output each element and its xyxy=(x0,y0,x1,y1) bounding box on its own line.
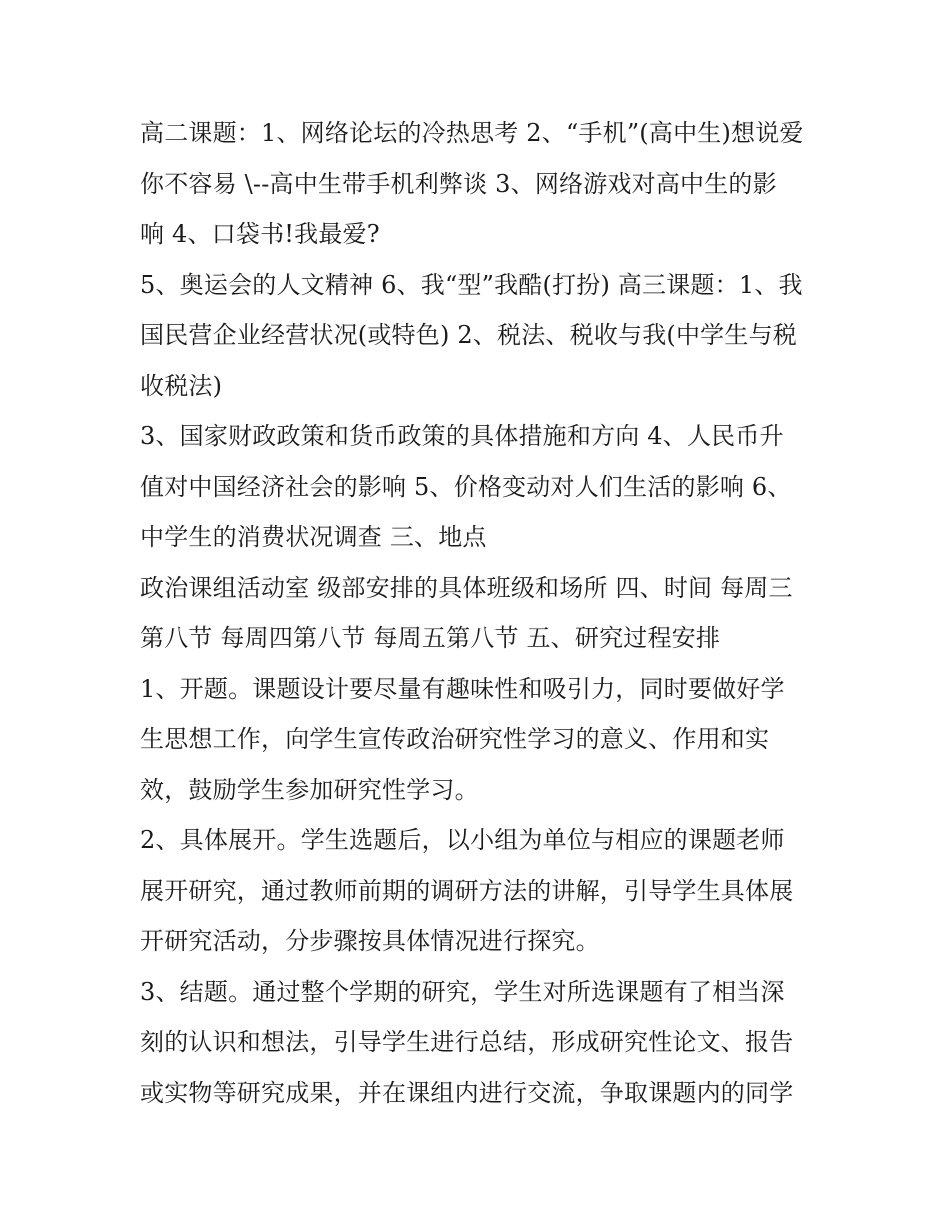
text-line: 中学生的消费状况调查 三、地点 xyxy=(140,523,487,551)
text-line: 开研究活动，分步骤按具体情况进行探究。 xyxy=(140,927,600,955)
text-line: 响 4、口袋书!我最爱? xyxy=(140,220,380,248)
text-line: 政治课组活动室 级部安排的具体班级和场所 四、时间 每周三 xyxy=(140,573,793,602)
text-line: 展开研究，通过教师前期的调研方法的讲解，引导学生具体展 xyxy=(140,876,794,905)
text-line: 收税法) xyxy=(140,371,223,400)
body-text xyxy=(140,108,820,1118)
text-line: 你不容易 \--高中生带手机利弊谈 3、网络游戏对高中生的影 xyxy=(140,169,777,198)
text-line: 第八节 每周四第八节 每周五第八节 五、研究过程安排 xyxy=(140,624,721,652)
text-line: 刻的认识和想法，引导学生进行总结，形成研究性论文、报告 xyxy=(140,1028,794,1056)
text-line: 生思想工作，向学生宣传政治研究性学习的意义、作用和实 xyxy=(140,725,770,753)
text-line: 2、具体展开。学生选题后，以小组为单位与相应的课题老师 xyxy=(140,826,785,854)
text-line: 5、奥运会的人文精神 6、我“型”我酷(打扮) 高三课题：1、我 xyxy=(140,270,803,299)
text-line: 高二课题：1、网络论坛的冷热思考 2、“手机”(高中生)想说爱 xyxy=(140,119,804,147)
text-line: 国民营企业经营状况(或特色) 2、税法、税收与我(中学生与税 xyxy=(140,321,797,349)
text-line: 3、结题。通过整个学期的研究，学生对所选课题有了相当深 xyxy=(140,977,785,1006)
text-line: 值对中国经济社会的影响 5、价格变动对人们生活的影响 6、 xyxy=(140,472,792,501)
text-line: 效，鼓励学生参加研究性学习。 xyxy=(140,775,479,804)
text-line: 1、开题。课题设计要尽量有趣味性和吸引力，同时要做好学 xyxy=(140,674,785,703)
text-line: 或实物等研究成果，并在课组内进行交流，争取课题内的同学 xyxy=(140,1078,794,1107)
text-line: 3、国家财政政策和货币政策的具体措施和方向 4、人民币升 xyxy=(140,422,784,450)
